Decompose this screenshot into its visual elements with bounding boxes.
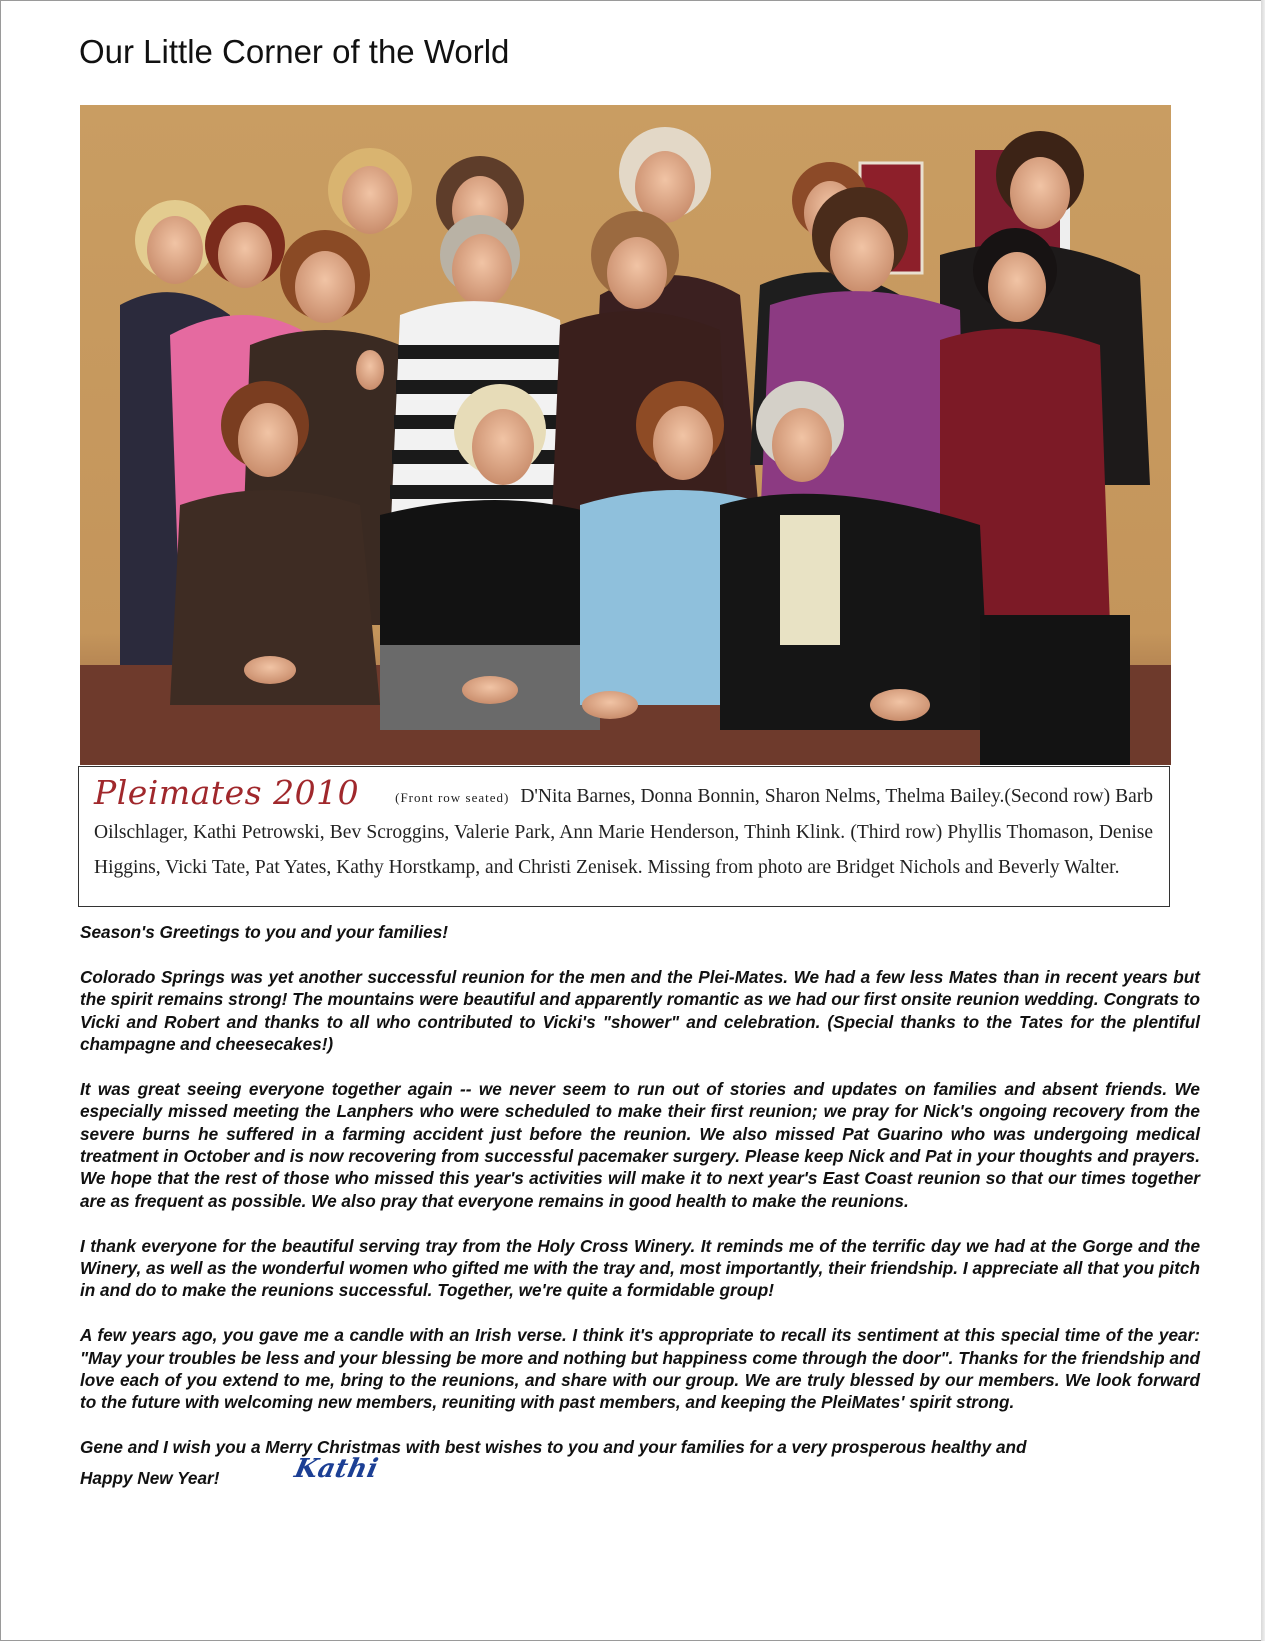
closing-line: Gene and I wish you a Merry Christmas with best wishes to you and your families for a very prosperous healthy and	[80, 1437, 1027, 1458]
photo-caption	[78, 766, 1170, 907]
letter-greeting: Season's Greetings to you and your families!	[80, 922, 448, 942]
letter-body	[80, 921, 1200, 1489]
letter-paragraph: A few years ago, you gave me a candle with an Irish verse. I think it's appropriate to recall its sentiment at this special time of the year: "May your troubles be less and your blessing be more and nothing but happiness come through the door". Thanks for the friendship and love each of you extend to me, bring to the reunions, and share with our group. We are truly blessed by our members. We look forward to the future with welcoming new members, reuniting with past members, and keeping the PleiMates' spirit strong.	[80, 1325, 1200, 1413]
caption-title: Pleimates 2010	[94, 773, 360, 812]
caption-text: D'Nita Barnes, Donna Bonnin, Sharon Nelms, Thelma Bailey.(Second row) Barb Oilschlager, Kathi Petrowski, Bev Scroggins, Valerie Park, Ann Marie Henderson, Thinh Klink. (Third row) Phyllis Thomason, Denise Higgins, Vicki Tate, Pat Yates, Kathy Horstkamp, and Christi Zenisek. Missing from photo are Bridget Nichols and Beverly Walter.	[94, 786, 1153, 878]
page-title: Our Little Corner of the World	[79, 33, 510, 70]
caption-row-label: (Front row seated)	[395, 790, 510, 805]
letter-paragraph: I thank everyone for the beautiful serving tray from the Holy Cross Winery. It reminds me of the terrific day we had at the Gorge and the Winery, as well as the wonderful women who gifted me with the tray and, most importantly, their friendship. I appreciate all that you pitch in and do to make the reunions successful. Together, we're quite a formidable group!	[80, 1235, 1200, 1301]
group-photo-illustration	[80, 105, 1171, 765]
letter-closing	[80, 1436, 1200, 1489]
closing-line-2: Happy New Year!	[80, 1467, 220, 1488]
letter-paragraph: Colorado Springs was yet another successful reunion for the men and the Plei-Mates. We had a few less Mates than in recent years but the spirit remains strong! The mountains were beautiful and apparently romantic as we had our first onsite reunion wedding. Congrats to Vicki and Robert and thanks to all who contributed to Vicki's "shower" and celebration. (Special thanks to the Tates for the plentiful champagne and cheesecakes!)	[80, 966, 1200, 1055]
signature: Kathi	[291, 1454, 381, 1485]
group-photo	[80, 105, 1171, 765]
page-edge-shadow	[1261, 0, 1265, 1641]
letter-paragraph: It was great seeing everyone together again -- we never seem to run out of stories and updates on families and absent friends. We especially missed meeting the Lanphers who were scheduled to make their first reunion; we pray for Nick's ongoing recovery from the severe burns he suffered in a farming accident just before the reunion. We also missed Pat Guarino who was undergoing medical treatment in October and is now recovering from successful pacemaker surgery. Please keep Nick and Pat in your thoughts and prayers. We hope that the rest of those who missed this year's activities will make it to next year's East Coast reunion so that our times together are as frequent as possible. We also pray that everyone remains in good health to make the reunions.	[80, 1078, 1200, 1211]
